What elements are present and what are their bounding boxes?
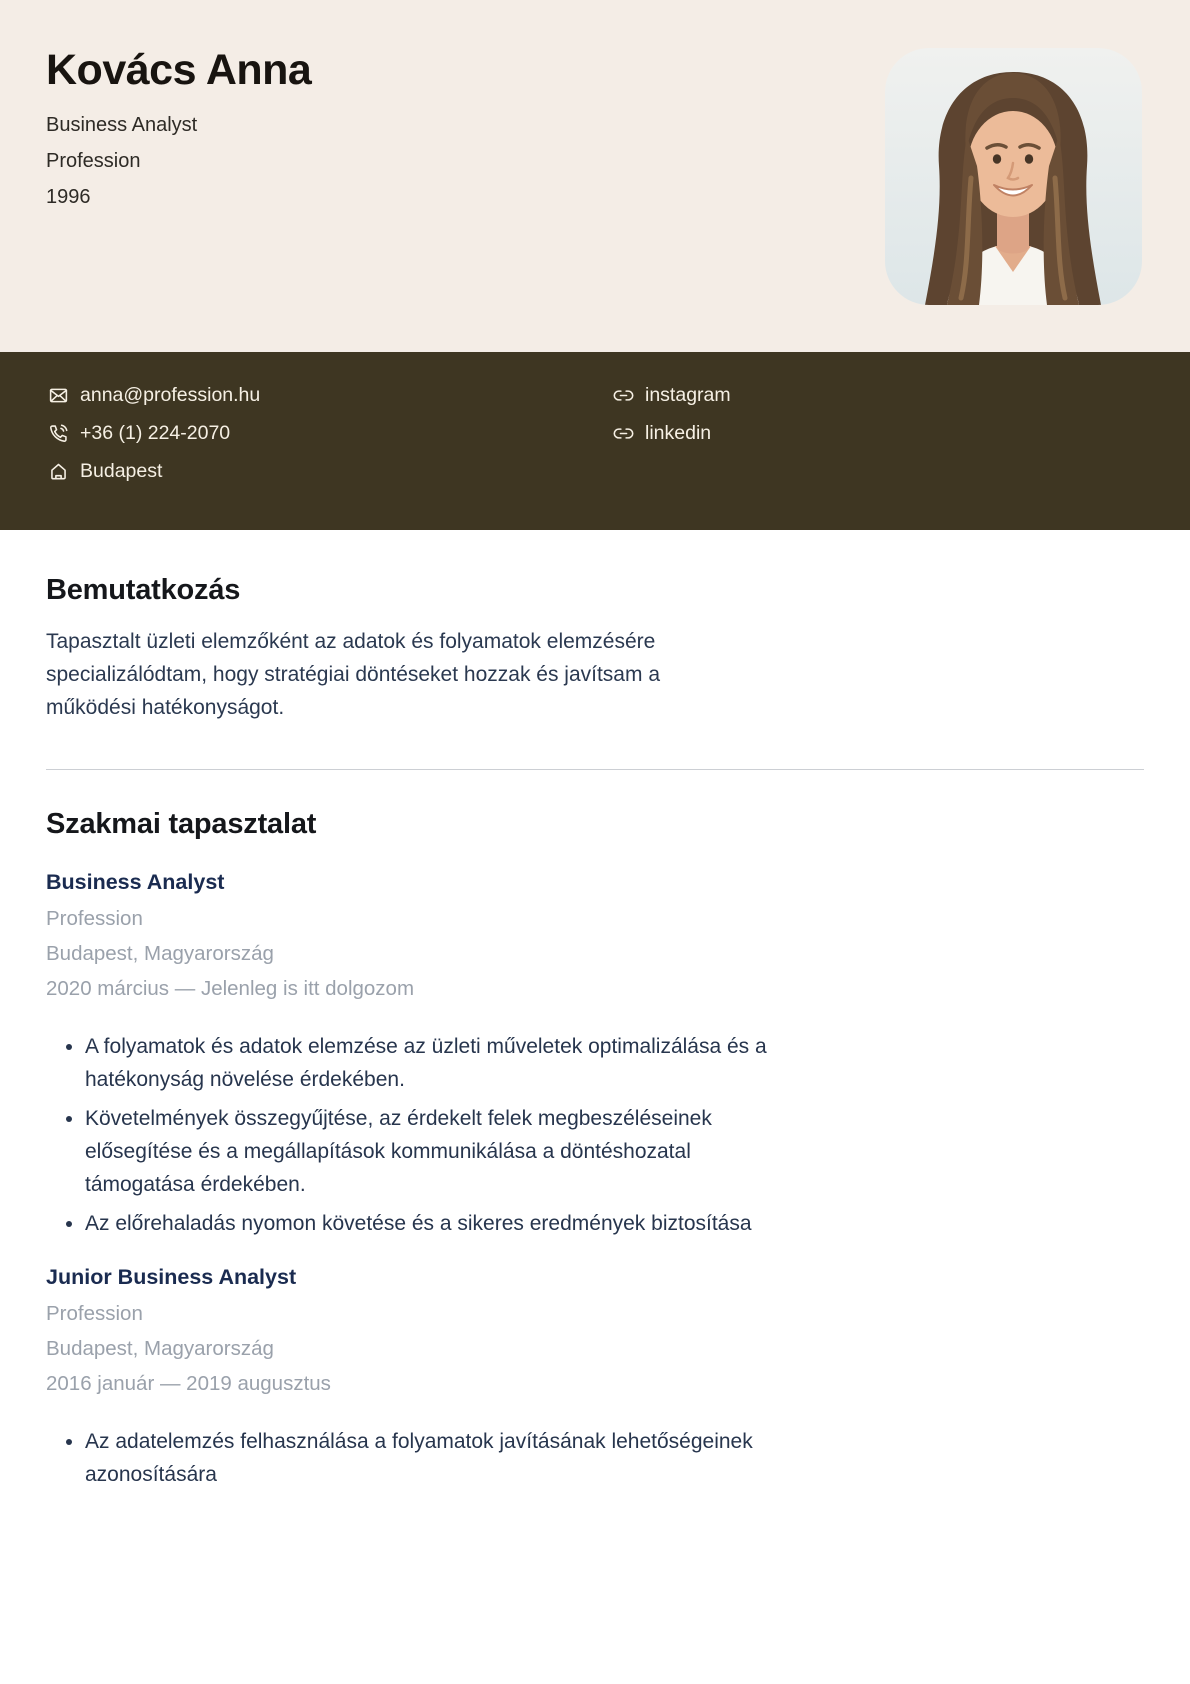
link-icon — [613, 385, 634, 406]
profile-photo — [885, 48, 1142, 305]
contact-instagram-label: instagram — [645, 384, 731, 406]
contact-linkedin-link[interactable] — [613, 421, 731, 446]
candidate-birth-year: 1996 — [46, 186, 91, 208]
contact-location-label: Budapest — [80, 460, 163, 482]
mail-icon — [48, 385, 69, 406]
job-location: Budapest, Magyarország — [46, 1337, 274, 1360]
job-bullet: • Követelmények összegyűjtése, az érdekelt felek megbeszéléseinek elősegítése és a megállapítások kommunikálása a döntéshozatal támogatása érdekében. — [85, 1102, 800, 1201]
home-icon — [48, 461, 69, 482]
about-text: Tapasztalt üzleti elemzőként az adatok és folyamatok elemzésére specializálódtam, hogy stratégiai döntéseket hozzak és javítsam a működési hatékonyságot. — [46, 630, 660, 719]
profile-photo-illustration — [885, 48, 1142, 305]
experience-section-title: Szakmai tapasztalat — [46, 808, 317, 840]
contact-column-left — [48, 383, 1142, 484]
header — [0, 0, 1190, 352]
candidate-name: Kovács Anna — [46, 46, 312, 94]
job-bullet: • Az előrehaladás nyomon követése és a sikeres eredmények biztosítása — [85, 1207, 800, 1240]
contact-phone[interactable] — [48, 421, 1142, 446]
job-entry-2 — [46, 1264, 1144, 1491]
job-role: Junior Business Analyst — [46, 1265, 297, 1289]
contact-email[interactable] — [48, 383, 1142, 408]
job-dates: 2020 március — Jelenleg is itt dolgozom — [46, 977, 415, 1000]
job-company: Profession — [46, 1302, 143, 1325]
job-bullet: • Az adatelemzés felhasználása a folyamatok javításának lehetőségeinek azonosítására — [85, 1425, 800, 1491]
main-content — [0, 574, 1190, 1491]
section-divider — [46, 769, 1144, 770]
candidate-job-title: Business Analyst — [46, 114, 198, 136]
job-location: Budapest, Magyarország — [46, 942, 274, 965]
job-role: Business Analyst — [46, 870, 225, 894]
contact-bar — [0, 352, 1190, 530]
contact-location — [48, 459, 1142, 484]
job-dates: 2016 január — 2019 augusztus — [46, 1372, 331, 1395]
contact-column-right — [613, 383, 731, 459]
job-company: Profession — [46, 907, 143, 930]
job-entry-1 — [46, 869, 1144, 1240]
job-bullet-list — [46, 1030, 800, 1240]
contact-instagram-link[interactable] — [613, 383, 731, 408]
contact-phone-label: +36 (1) 224-2070 — [80, 422, 231, 444]
contact-linkedin-label: linkedin — [645, 422, 712, 444]
job-bullet: • A folyamatok és adatok elemzése az üzleti műveletek optimalizálása és a hatékonyság növelése érdekében. — [85, 1030, 800, 1096]
candidate-company: Profession — [46, 150, 141, 172]
phone-icon — [48, 423, 69, 444]
contact-email-label: anna@profession.hu — [80, 384, 261, 406]
job-bullet-list — [46, 1425, 800, 1491]
link-icon — [613, 423, 634, 444]
about-section-title: Bemutatkozás — [46, 574, 241, 606]
